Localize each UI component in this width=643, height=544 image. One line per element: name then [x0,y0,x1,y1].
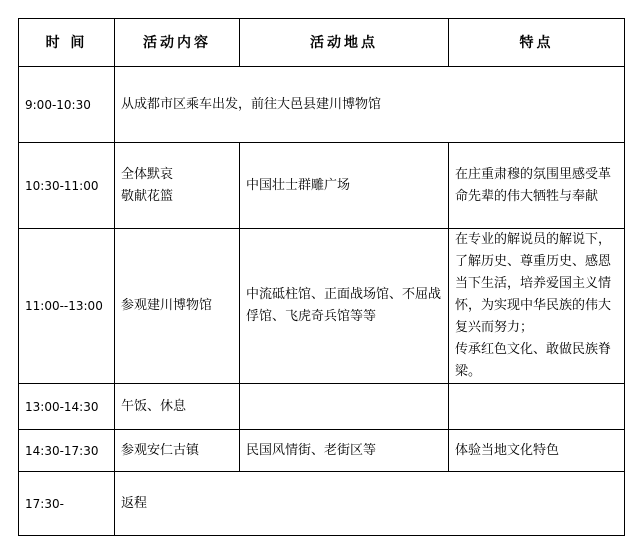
schedule-table [18,18,625,536]
place-cell: 民国风情街、老街区等 [240,430,449,472]
table-header-row [19,19,625,67]
time-cell: 17:30- [19,472,115,536]
activity-line: 敬献花篮 [121,188,174,204]
feature-cell [449,229,625,384]
header-activity: 活动内容 [115,19,240,67]
place-cell [240,384,449,430]
time-cell: 11:00--13:00 [19,229,115,384]
table-row [19,143,625,229]
table-row [19,430,625,472]
feature-cell: 在庄重肃穆的氛围里感受革命先辈的伟大牺牲与奉献 [449,143,625,229]
header-place: 活动地点 [240,19,449,67]
activity-cell: 参观建川博物馆 [115,229,240,384]
time-cell: 10:30-11:00 [19,143,115,229]
activity-cell [115,143,240,229]
place-cell: 中国壮士群雕广场 [240,143,449,229]
table-row [19,472,625,536]
time-cell: 14:30-17:30 [19,430,115,472]
feature-cell [449,384,625,430]
table-row [19,67,625,143]
feature-line: 在专业的解说员的解说下，了解历史、尊重历史、感恩当下生活，培养爱国主义情怀，为实现中华民族的伟大复兴而努力； [455,232,612,335]
feature-line: 传承红色文化、敢做民族脊梁。 [455,342,612,379]
place-cell: 中流砥柱馆、正面战场馆、不屈战俘馆、飞虎奇兵馆等等 [240,229,449,384]
activity-cell: 返程 [115,472,625,536]
header-time: 时 间 [19,19,115,67]
time-cell: 9:00-10:30 [19,67,115,143]
table-row [19,229,625,384]
feature-cell: 体验当地文化特色 [449,430,625,472]
time-cell: 13:00-14:30 [19,384,115,430]
activity-line: 全体默哀 [121,166,174,182]
activity-cell: 从成都市区乘车出发，前往大邑县建川博物馆 [115,67,625,143]
activity-cell: 午饭、休息 [115,384,240,430]
table-row [19,384,625,430]
activity-cell: 参观安仁古镇 [115,430,240,472]
header-feature: 特点 [449,19,625,67]
